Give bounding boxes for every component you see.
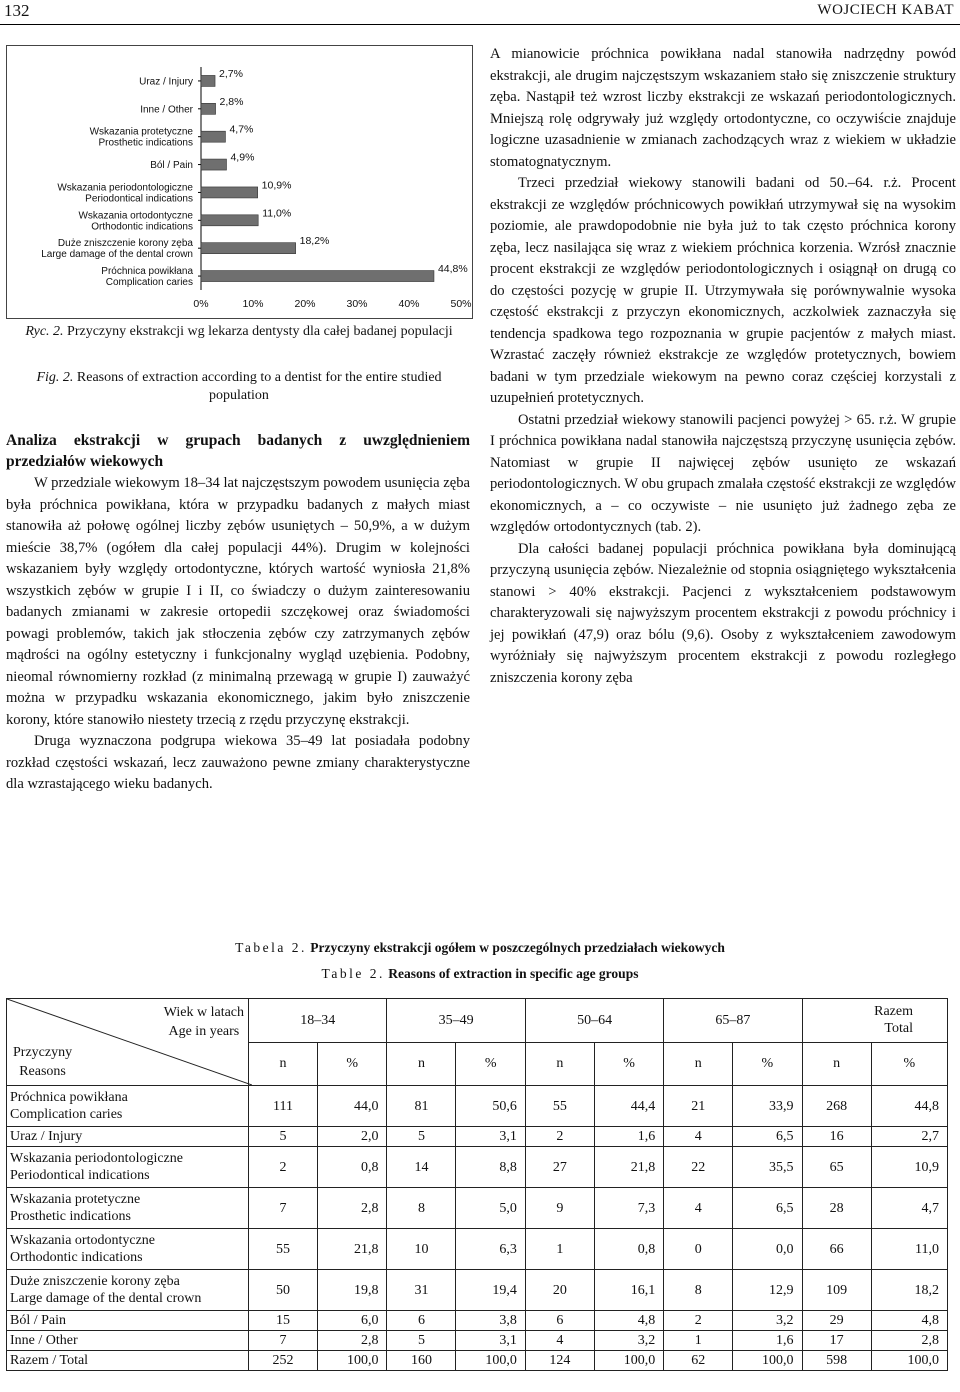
table-label-pl: Tabela 2.: [235, 940, 307, 955]
table-cell: 1,6: [594, 1127, 663, 1147]
table-cell: 44,8: [871, 1086, 947, 1127]
row-label-cell: [7, 1331, 249, 1351]
table-cell: 27: [525, 1147, 594, 1188]
table-cell: 100,0: [318, 1351, 387, 1371]
table-cell: 3,1: [456, 1127, 525, 1147]
table-cell: 0: [664, 1229, 733, 1270]
table-cell: 66: [802, 1229, 871, 1270]
table-2: [6, 998, 948, 1371]
row-label-text: Inne / Other: [10, 1333, 78, 1348]
section-heading: Analiza ekstrakcji w grupach badanych z uwzględnieniem przedziałów wiekowych: [6, 432, 470, 470]
table-cell: 1,6: [733, 1331, 802, 1351]
table-cell: 11,0: [871, 1229, 947, 1270]
table-row: [7, 1188, 948, 1229]
table-cell: 21,8: [318, 1229, 387, 1270]
table-row: [7, 1147, 948, 1188]
bar-value-label: 44,8%: [437, 263, 468, 276]
left-paragraph-2: Druga wyznaczona podgrupa wiekowa 35‒49 lat posiadała podobny rozkład częstości wskazań, lecz zauważono pewne zmiany charakterystyczne dla wzrastającego wieku badanych.: [6, 733, 470, 792]
category-label: Inne / Other: [140, 104, 193, 116]
table-cell: 160: [387, 1351, 456, 1371]
subheader-cell: n: [387, 1042, 456, 1086]
row-label-text: Duże zniszczenie korony zęba: [10, 1274, 180, 1289]
table-cell: 8: [664, 1270, 733, 1311]
x-tick-label: 40%: [398, 298, 420, 310]
row-label-text: Large damage of the dental crown: [10, 1291, 202, 1306]
row-label-text: Wskazania ortodontyczne: [10, 1233, 155, 1248]
table-cell: 55: [249, 1229, 318, 1270]
table-cell: 1: [525, 1229, 594, 1270]
table-cell: 100,0: [733, 1351, 802, 1371]
bar: [201, 131, 225, 142]
bar-value-label: 10,9%: [261, 179, 292, 192]
table-cell: 22: [664, 1147, 733, 1188]
figure-title-pl: Przyczyny ekstrakcji wg lekarza dentysty dla całej badanej populacji: [67, 324, 453, 339]
table-cell: 21: [664, 1086, 733, 1127]
x-tick-label: 20%: [294, 298, 316, 310]
age-group-header: 65‒87: [664, 999, 802, 1043]
category-label: Wskazania protetyczne: [89, 126, 193, 138]
category-label: Periodontical indications: [85, 193, 193, 205]
table-cell: 8,8: [456, 1147, 525, 1188]
table-cell: 100,0: [594, 1351, 663, 1371]
table-header-row: [7, 999, 948, 1043]
table-cell: 28: [802, 1188, 871, 1229]
table-cell: 10: [387, 1229, 456, 1270]
table-cell: 55: [525, 1086, 594, 1127]
row-label-text: Próchnica powikłana: [10, 1090, 128, 1105]
category-label: Orthodontic indications: [91, 221, 193, 233]
corner-reasons-text: Reasons: [19, 1064, 66, 1079]
bar-value-label: 2,8%: [219, 95, 244, 108]
table-cell: 5: [387, 1331, 456, 1351]
row-label-cell: [7, 1147, 249, 1188]
table-cell: 6,0: [318, 1311, 387, 1331]
table-cell: 124: [525, 1351, 594, 1371]
total-header-text: Total: [884, 1021, 913, 1037]
subheader-cell: %: [594, 1042, 663, 1086]
bar: [201, 215, 258, 226]
table-cell: 50: [249, 1270, 318, 1311]
subheader-cell: %: [733, 1042, 802, 1086]
table-cell: 3,2: [733, 1311, 802, 1331]
table-cell: 7: [249, 1331, 318, 1351]
category-label: Prosthetic indications: [98, 137, 193, 149]
row-label-text: Orthodontic indications: [10, 1250, 143, 1265]
row-label-cell: [7, 1351, 249, 1371]
corner-reasons-text: Przyczyny: [13, 1045, 73, 1060]
table-cell: 33,9: [733, 1086, 802, 1127]
bar: [201, 103, 216, 114]
subheader-cell: n: [525, 1042, 594, 1086]
x-tick-label: 0%: [193, 298, 209, 310]
category-label: Ból / Pain: [150, 160, 193, 172]
table-cell: 9: [525, 1188, 594, 1229]
category-label: Wskazania periodontologiczne: [57, 182, 193, 194]
total-header: [802, 999, 947, 1043]
table-cell: 2: [664, 1311, 733, 1331]
table-cell: 3,2: [594, 1331, 663, 1351]
category-label: Wskazania ortodontyczne: [78, 210, 193, 222]
bar-value-label: 11,0%: [262, 207, 292, 220]
table-cell: 1: [664, 1331, 733, 1351]
subheader-cell: %: [456, 1042, 525, 1086]
table-cell: 6,5: [733, 1188, 802, 1229]
figure-caption-en: [8, 369, 470, 405]
table-cell: 5: [387, 1127, 456, 1147]
running-header: [0, 0, 960, 24]
table-cell: 2: [525, 1127, 594, 1147]
table-cell: 4,8: [871, 1311, 947, 1331]
table-row: [7, 1127, 948, 1147]
table-cell: 10,9: [871, 1147, 947, 1188]
bar: [201, 243, 296, 254]
table-cell: 20: [525, 1270, 594, 1311]
table-cell: 2,8: [871, 1331, 947, 1351]
table-cell: 19,8: [318, 1270, 387, 1311]
table-cell: 5,0: [456, 1188, 525, 1229]
category-label: Uraz / Injury: [139, 76, 193, 88]
table-cell: 2,8: [318, 1188, 387, 1229]
row-label-text: Wskazania periodontologiczne: [10, 1151, 183, 1166]
row-label-text: Periodontical indications: [10, 1168, 150, 1183]
table-cell: 15: [249, 1311, 318, 1331]
table-cell: 4: [664, 1127, 733, 1147]
corner-reasons-label: [13, 1043, 72, 1081]
age-group-header: 18‒34: [249, 999, 387, 1043]
row-label-cell: [7, 1229, 249, 1270]
table-cell: 16,1: [594, 1270, 663, 1311]
row-label-cell: [7, 1270, 249, 1311]
table-cell: 7,3: [594, 1188, 663, 1229]
table-cell: 100,0: [871, 1351, 947, 1371]
bar-chart: [7, 46, 472, 318]
right-paragraph-1: A mianowicie próchnica powikłana nadal stanowiła nadrzędny powód ekstrakcji, ale drugim najczęstszym wskazaniem stało się zniszczenie struktury zęba. Nastąpił też wzrost liczby ekstrakcji ze wskazań periodontologicznych. Mniejszą rolę odgrywały już względy ortodontyczne, co oczywiście znajduje logiczne uzasadnienie w zmianach zachodzących wraz z wiekiem w układzie stomatognatycznym.: [490, 46, 956, 170]
subheader-cell: %: [318, 1042, 387, 1086]
right-column: [490, 44, 956, 689]
figure-label-en: Fig. 2.: [36, 370, 74, 385]
running-author: WOJCIECH KABAT: [817, 2, 954, 18]
row-label-cell: [7, 1188, 249, 1229]
table-cell: 598: [802, 1351, 871, 1371]
row-label-text: Wskazania protetyczne: [10, 1192, 141, 1207]
table-cell: 21,8: [594, 1147, 663, 1188]
bar-value-label: 4,7%: [229, 123, 254, 136]
table-cell: 0,0: [733, 1229, 802, 1270]
age-group-header: 50‒64: [525, 999, 663, 1043]
age-group-header: 35‒49: [387, 999, 525, 1043]
table-title-pl: Przyczyny ekstrakcji ogółem w poszczególnych przedziałach wiekowych: [310, 940, 725, 955]
bar: [201, 271, 434, 282]
corner-age-text: Wiek w latach: [163, 1005, 245, 1020]
table-cell: 4,8: [594, 1311, 663, 1331]
right-paragraph-2: Trzeci przedział wiekowy stanowili badani od 50.‒64. r.ż. Procent ekstrakcji ze względów próchnicowych powikłań utrzymywał się na wysokim poziomie, ale prawdopodobnie nie była już to tak często próchnica korony zęba, lecz nasilająca się wraz z wiekiem próchnica korzenia. Wzrósł znacznie procent ekstrakcji ze względów periodontologicznych i osiągnął on drugą co do częstości pozycję w grupie II. Utrzymywała się porównywalnie wysoka częstość ekstrakcji z przyczyn ekonomicznych, aczkolwiek zaznaczyła się tendencja spadkowa tego rozpoznania w grupie pacjentów z małych miast. Wzrastać zaczęły również ekstrakcje ze względów protetycznych, bowiem badani w tym przedziale wiekowym na pewno coraz częściej korzystali z uzupełnień protetycznych.: [490, 175, 956, 406]
row-label-cell: [7, 1127, 249, 1147]
table-cell: 65: [802, 1147, 871, 1188]
table-cell: 8: [387, 1188, 456, 1229]
table-cell: 2,8: [318, 1331, 387, 1351]
table-cell: 6,3: [456, 1229, 525, 1270]
table-cell: 4,7: [871, 1188, 947, 1229]
table-cell: 44,0: [318, 1086, 387, 1127]
table-cell: 35,5: [733, 1147, 802, 1188]
table-label-en: Table 2.: [321, 966, 385, 981]
table-cell: 100,0: [456, 1351, 525, 1371]
x-tick-label: 50%: [450, 298, 472, 310]
table-row: [7, 1331, 948, 1351]
total-header-text: Razem: [874, 1004, 913, 1020]
category-label: Próchnica powikłana: [101, 266, 193, 278]
table-cell: 19,4: [456, 1270, 525, 1311]
table-cell: 14: [387, 1147, 456, 1188]
table-row: [7, 1229, 948, 1270]
table-cell: 111: [249, 1086, 318, 1127]
table-row: [7, 1311, 948, 1331]
page-number: 132: [4, 1, 30, 20]
table-cell: 2,0: [318, 1127, 387, 1147]
corner-age-text: Age in years: [168, 1024, 240, 1039]
table-cell: 4: [525, 1331, 594, 1351]
table-row: [7, 1351, 948, 1371]
table-cell: 44,4: [594, 1086, 663, 1127]
category-label: Duże zniszczenie korony zęba: [57, 238, 193, 250]
figure-title-en: Reasons of extraction according to a dentist for the entire studied population: [76, 370, 442, 403]
row-label-text: Uraz / Injury: [10, 1129, 83, 1144]
left-paragraph-1: W przedziale wiekowym 18‒34 lat najczęstszym powodem usunięcia zęba była próchnica powikłana, która w przypadku badanych z małych miast stanowiła aż połowę ogólnej liczby zębów usuniętych ‒ 50,9%, a w dużym mieście 38,7% (ogółem dla całej populacji 44%). Drugim w kolejności wskazaniem były względy ortodontyczne, których wartość wyniosła 21,8% wszystkich zębów w grupie I i II, co świadczy o dużym zainteresowaniu badanych zmianami w zakresie ortopedii szczękowej oraz świadomości powagi problemów, takich jak stłoczenia zębów czy zatrzymanych zębów mądrości na ogólny estetyczny i funkcjonalny wygląd uzębienia. Podobny, nieomal równomierny rozkład (z minimalną przewagą w grupie I) zauważyć można w przypadku wskazania ekonomicznego, jakim było zniszczenie korony, które stanowiło niestety trzecią z rzędu przyczynę ekstrakcji.: [6, 475, 470, 728]
figure-2-chart: [6, 45, 473, 319]
row-label-cell: [7, 1311, 249, 1331]
subheader-cell: n: [249, 1042, 318, 1086]
row-label-text: Prosthetic indications: [10, 1209, 131, 1224]
bar: [201, 187, 258, 198]
table-cell: 4: [664, 1188, 733, 1229]
table-cell: 6: [387, 1311, 456, 1331]
table-row: [7, 1086, 948, 1127]
right-paragraph-4: Dla całości badanej populacji próchnica powikłana była dominującą przyczyną usunięcia zębów. Niezależnie od stopnia osiągniętego wykształcenia stanowi > 40% ekstrakcji. Pacjenci z wykształceniem podstawowym charakteryzowali się najwyższym procentem ekstrakcji z powodu próchnicy i jej powikłań (47,9) oraz bólu (9,6). Osoby z wykształceniem zawodowym wyróżniały się najwyższym procentem ekstrakcji z powodu rozległego zniszczenia korony zęba: [490, 540, 956, 686]
bar-value-label: 4,9%: [230, 151, 255, 164]
table-cell: 7: [249, 1188, 318, 1229]
table-cell: 3,8: [456, 1311, 525, 1331]
table-caption-en: [0, 966, 960, 982]
row-label-cell: [7, 1086, 249, 1127]
table-cell: 2,7: [871, 1127, 947, 1147]
table-cell: 62: [664, 1351, 733, 1371]
right-paragraph-3: Ostatni przedział wiekowy stanowili pacjenci powyżej > 65. r.ż. W grupie I próchnica powikłana nadal stanowiła najczęstszą przyczynę usunięcia zębów. Natomiast w grupie II najwięcej zębów usunięto ze wskazań periodontologicznych. W obu grupach zmalała częstość ekstrakcji ze względów ekonomicznych, a ‒ co oczywiste ‒ nie usunięto już żadnego zęba ze względów ortodontycznych (tab. 2).: [490, 411, 956, 535]
table-cell: 109: [802, 1270, 871, 1311]
bar-value-label: 2,7%: [219, 67, 243, 80]
table-cell: 0,8: [594, 1229, 663, 1270]
table-cell: 12,9: [733, 1270, 802, 1311]
table-cell: 6: [525, 1311, 594, 1331]
table-cell: 31: [387, 1270, 456, 1311]
table-caption-pl: [0, 940, 960, 956]
row-label-text: Razem / Total: [10, 1353, 89, 1368]
table-title-en: Reasons of extraction in specific age groups: [388, 966, 639, 981]
table-cell: 252: [249, 1351, 318, 1371]
category-label: Large damage of the dental crown: [41, 249, 193, 261]
bar: [201, 159, 226, 170]
table-cell: 0,8: [318, 1147, 387, 1188]
table-cell: 3,1: [456, 1331, 525, 1351]
x-tick-label: 30%: [346, 298, 368, 310]
header-rule: [0, 24, 960, 25]
x-tick-label: 10%: [242, 298, 264, 310]
row-label-text: Complication caries: [10, 1107, 123, 1122]
table-cell: 81: [387, 1086, 456, 1127]
category-label: Complication caries: [105, 277, 193, 289]
table-cell: 6,5: [733, 1127, 802, 1147]
bar-value-label: 18,2%: [299, 235, 330, 248]
table-cell: 16: [802, 1127, 871, 1147]
table-cell: 2: [249, 1147, 318, 1188]
table-cell: 18,2: [871, 1270, 947, 1311]
table-corner-cell: [7, 999, 249, 1086]
table-cell: 268: [802, 1086, 871, 1127]
left-column: [6, 430, 470, 796]
table-row: [7, 1270, 948, 1311]
row-label-text: Ból / Pain: [10, 1313, 67, 1328]
subheader-cell: %: [871, 1042, 947, 1086]
figure-label-pl: Ryc. 2.: [25, 324, 64, 339]
table-cell: 50,6: [456, 1086, 525, 1127]
subheader-cell: n: [664, 1042, 733, 1086]
subheader-cell: n: [802, 1042, 871, 1086]
table-cell: 17: [802, 1331, 871, 1351]
table-cell: 5: [249, 1127, 318, 1147]
table-cell: 29: [802, 1311, 871, 1331]
bar: [201, 75, 215, 86]
figure-caption-pl: [8, 323, 470, 341]
corner-age-label: [164, 1003, 244, 1041]
